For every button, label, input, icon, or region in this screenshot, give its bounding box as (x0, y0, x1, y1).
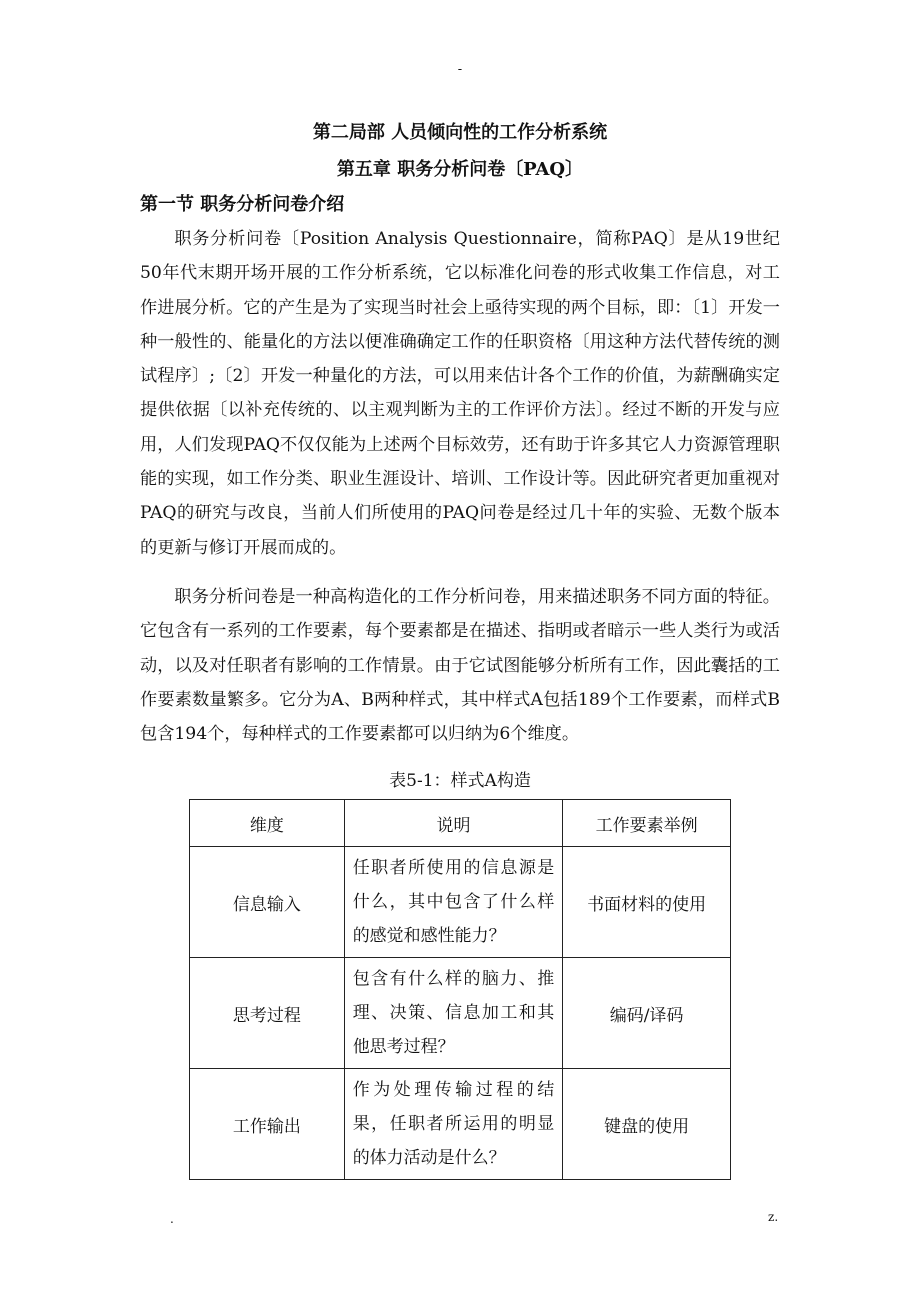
row-example: 书面材料的使用 (563, 847, 731, 958)
paragraph-1: 职务分析问卷〔Position Analysis Questionnaire，简称PAQ〕是从19世纪50年代末期开场开展的工作分析系统，它以标准化问卷的形式收集工作信息，对工作进展分析。它的产生是为了实现当时社会上亟待实现的两个目标，即：〔1〕开发一种一般性的、能量化的方法以便准确确定工作的任职资格〔用这种方法代替传统的测试程序〕;〔2〕开发一种量化的方法，可以用来估计各个工作的价值，为薪酬确实定提供依据〔以补充传统的、以主观判断为主的工作评价方法〕。经过不断的开发与应用，人们发现PAQ不仅仅能为上述两个目标效劳，还有助于许多其它人力资源管理职能的实现，如工作分类、职业生涯设计、培训、工作设计等。因此研究者更加重视对PAQ的研究与改良，当前人们所使用的PAQ问卷是经过几十年的实验、无数个版本的更新与修订开展而成的。 (140, 229, 780, 558)
row-description: 作为处理传输过程的结果，任职者所运用的明显的体力活动是什么？ (344, 1069, 563, 1180)
chapter-title: 第五章 职务分析问卷〔PAQ〕 (336, 159, 584, 180)
table-caption: 表5-1：样式A构造 (389, 771, 531, 791)
structure-table (189, 799, 731, 1180)
row-description: 包含有什么样的脑力、推理、决策、信息加工和其他思考过程？ (344, 958, 563, 1069)
row-example: 键盘的使用 (563, 1069, 731, 1180)
table-row (190, 1069, 731, 1180)
footer-right-mark: z. (768, 1210, 779, 1224)
paragraph-2: 职务分析问卷是一种高构造化的工作分析问卷，用来描述职务不同方面的特征。它包含有一系列的工作要素，每个要素都是在描述、指明或者暗示一些人类行为或活动，以及对任职者有影响的工作情景。由于它试图能够分析所有工作，因此囊括的工作要素数量繁多。它分为A、B两种样式，其中样式A包括189个工作要素，而样式B包含194个，每种样式的工作要素都可以归纳为6个维度。 (140, 587, 780, 745)
row-dimension: 思考过程 (190, 958, 345, 1069)
header-mark: - (457, 62, 463, 77)
header-description: 说明 (344, 800, 563, 847)
table-row (190, 847, 731, 958)
row-example: 编码/译码 (563, 958, 731, 1069)
table-row (190, 958, 731, 1069)
row-dimension: 信息输入 (190, 847, 345, 958)
header-dimension: 维度 (190, 800, 345, 847)
section-heading: 第一节 职务分析问卷介绍 (140, 194, 345, 215)
row-description: 任职者所使用的信息源是什么，其中包含了什么样的感觉和感性能力？ (344, 847, 563, 958)
part-title: 第二局部 人员倾向性的工作分析系统 (312, 122, 608, 143)
footer-left-mark: . (170, 1212, 174, 1226)
table-header-row (190, 800, 731, 847)
row-dimension: 工作输出 (190, 1069, 345, 1180)
header-example: 工作要素举例 (563, 800, 731, 847)
